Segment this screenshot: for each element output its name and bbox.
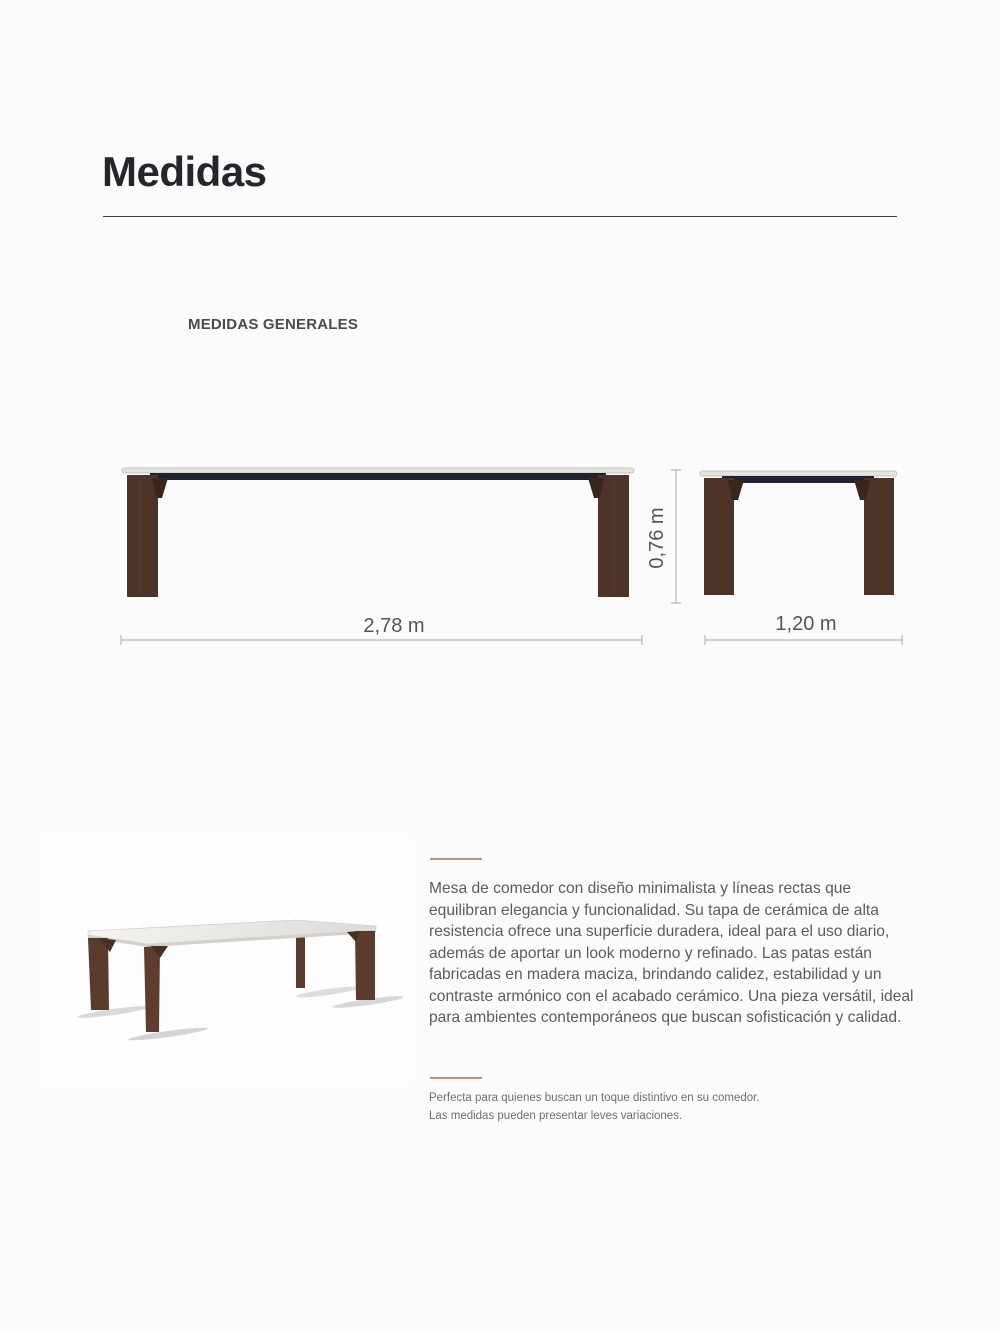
dimension-drawing (0, 440, 1000, 660)
accent-line-bottom (430, 1077, 482, 1079)
note-line-2: Las medidas pueden presentar leves variaciones. (429, 1110, 683, 1122)
length-label: 2,78 m (363, 615, 425, 637)
accent-line-top (430, 858, 482, 860)
product-photo (38, 834, 414, 1086)
front-leg-left (127, 475, 158, 597)
front-view-table (122, 468, 634, 597)
note-line-1: Perfecta para quienes buscan un toque distintivo en su comedor. (429, 1092, 760, 1104)
height-label: 0,76 m (646, 507, 668, 569)
width-label: 1,20 m (775, 613, 837, 635)
side-leg-right (864, 478, 894, 595)
side-tabletop (700, 471, 897, 476)
width-dimension (705, 613, 902, 645)
side-leg-left (704, 478, 734, 595)
side-frame (722, 476, 874, 483)
product-description: Mesa de comedor con diseño minimalista y líneas rectas que equilibran elegancia y funcionalidad. Su tapa de cerámica de alta resistencia ofrece una superficie duradera, ideal para el uso diario, además de aportar un look moderno y refinado. Las patas están fabricadas en madera maciza, brindando calidez, estabilidad y un contraste armónico con el acabado cerámico. Una pieza versátil, ideal para ambientes contemporáneos que buscan sofisticación y calidad. (429, 880, 914, 1026)
length-dimension (121, 615, 642, 645)
front-tabletop (122, 468, 634, 473)
side-view-table (700, 471, 897, 595)
page-title: Medidas (102, 148, 267, 195)
section-subtitle: MEDIDAS GENERALES (188, 316, 359, 333)
title-divider (103, 216, 897, 217)
front-frame (150, 473, 606, 480)
height-dimension (646, 470, 681, 603)
table-perspective-illustration (38, 834, 414, 1086)
